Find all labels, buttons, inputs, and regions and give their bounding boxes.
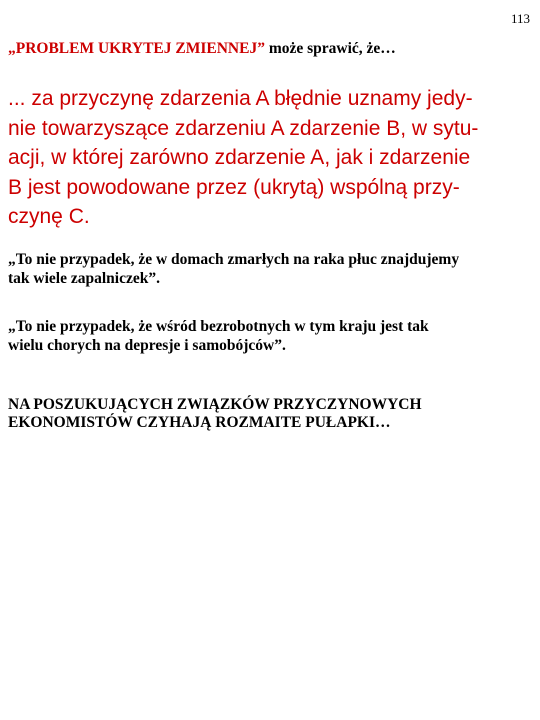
- intro-line: nie towarzyszące zdarzeniu A zdarzenie B, w sytu-: [8, 116, 479, 140]
- quote-line: wielu chorych na depresje i samobójców”.: [8, 337, 286, 354]
- quote-line: tak wiele zapalniczek”.: [8, 270, 160, 287]
- closing-line: EKONOMISTÓW CZYHAJĄ ROZMAITE PUŁAPKI…: [8, 414, 391, 431]
- intro-line: acji, w której zarówno zdarzenie A, jak i zdarzenie: [8, 146, 471, 169]
- intro-line: czynę C.: [8, 205, 90, 228]
- closing-statement: [8, 396, 536, 432]
- quote-lighters: [8, 250, 536, 288]
- heading-title: „PROBLEM UKRYTEJ ZMIENNEJ”: [8, 40, 265, 57]
- quote-line: „To nie przypadek, że w domach zmarłych na raka płuc znajdujemy: [8, 251, 460, 268]
- quote-unemployed: [8, 317, 536, 355]
- slide-heading: [8, 39, 532, 58]
- heading-continuation: może sprawić, że…: [264, 40, 396, 57]
- intro-line: B jest powodowane przez (ukrytą) wspólną przy-: [8, 175, 460, 199]
- page-number: 113: [510, 11, 530, 26]
- closing-line: NA POSZUKUJĄCYCH ZWIĄZKÓW PRZYCZYNOWYCH: [8, 396, 422, 413]
- intro-paragraph: [8, 84, 533, 232]
- quote-line: „To nie przypadek, że wśród bezrobotnych w tym kraju jest tak: [8, 318, 429, 335]
- intro-line: ... za przyczynę zdarzenia A błędnie uznamy jedy-: [8, 87, 473, 110]
